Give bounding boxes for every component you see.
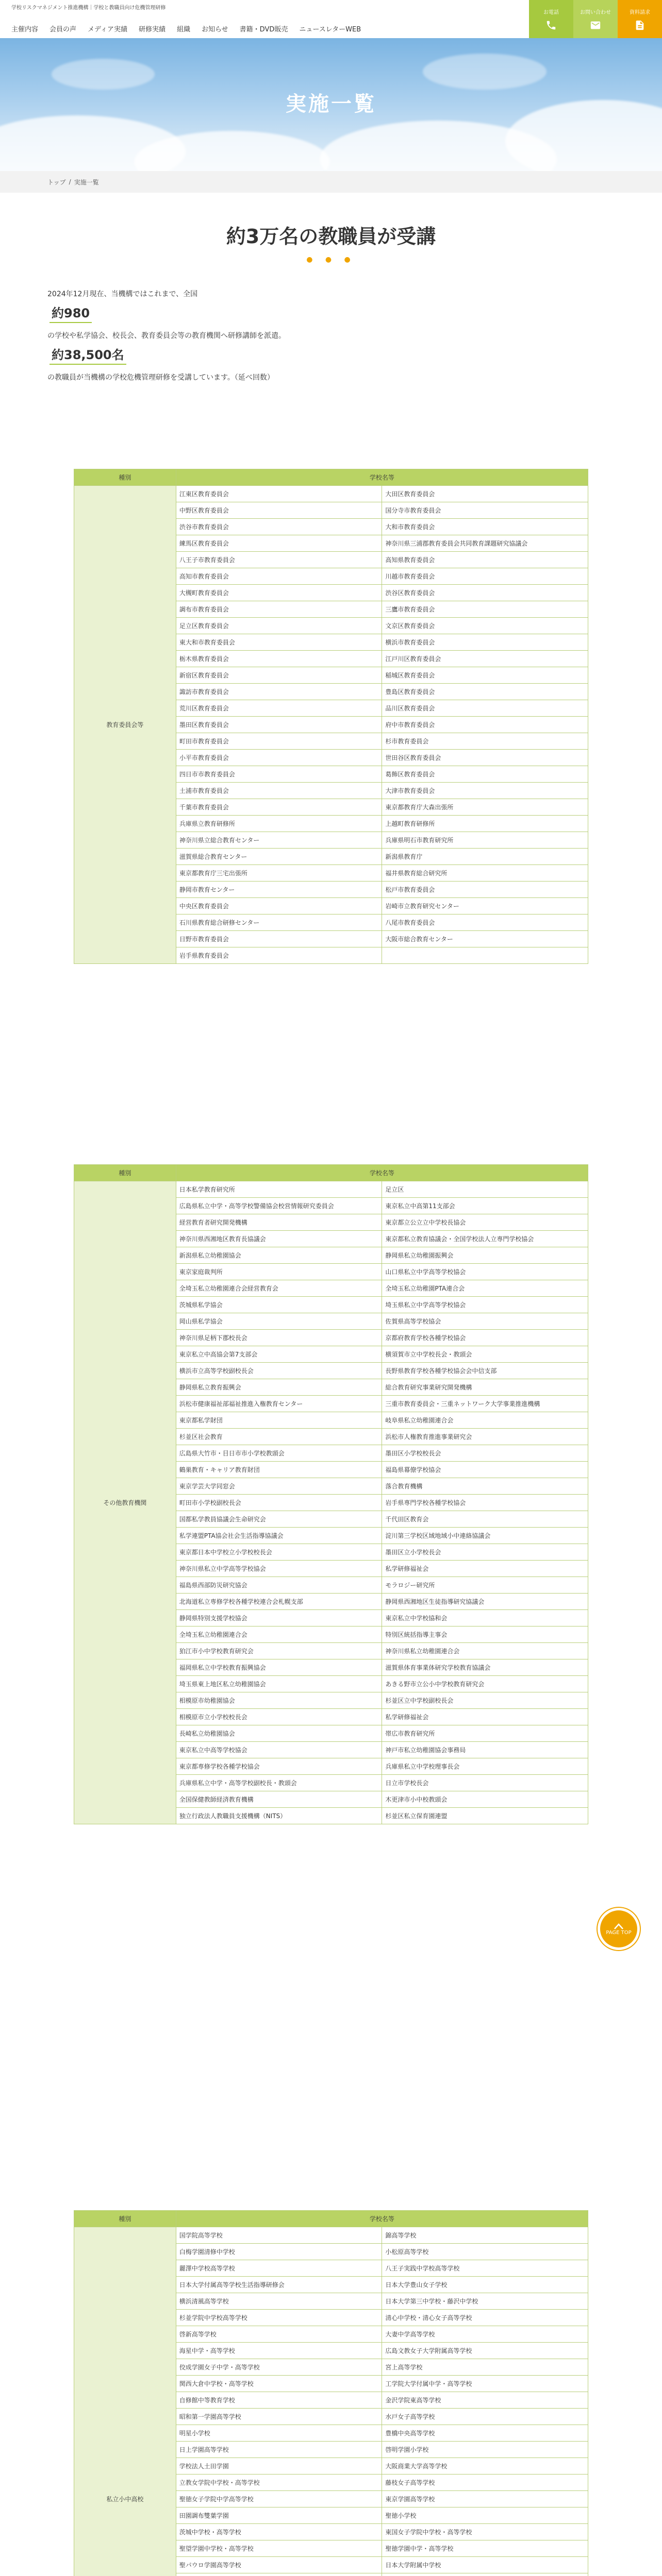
school-name-cell: 錦高等学校 — [382, 2227, 588, 2244]
school-name-cell: 佐賀県高等学校協会 — [382, 1313, 588, 1330]
heading-dots: ● ● ● — [306, 256, 356, 264]
school-name-cell: 静岡県私立幼稚園振興会 — [382, 1247, 588, 1264]
school-name-cell: 白梅学園清修中学校 — [176, 2244, 382, 2260]
intro-text — [47, 289, 615, 384]
page-top-label: PAGE TOP — [606, 1929, 632, 1936]
school-name-cell: 静岡県私立教育振興会 — [176, 1379, 382, 1396]
school-name-cell: 全埼玉私立幼稚園連合会経営教育会 — [176, 1280, 382, 1297]
school-name-cell: 東国女子学院中学校・高等学校 — [382, 2524, 588, 2540]
school-name-cell: 小松原高等学校 — [382, 2244, 588, 2260]
hero-banner — [0, 38, 662, 171]
phone-icon — [545, 20, 557, 31]
nav-item[interactable]: 研修実績 — [139, 26, 166, 33]
school-name-cell: 田園調布雙葉学園 — [176, 2507, 382, 2524]
school-name-cell: 東京家庭裁判所 — [176, 1264, 382, 1280]
school-name-cell: 啓明学園小学校 — [382, 2442, 588, 2458]
school-name-cell: 清心中学校・清心女子高等学校 — [382, 2310, 588, 2326]
school-name-cell: 兵庫県明石市教育研究所 — [382, 832, 588, 849]
school-name-cell: 千代田区教育会 — [382, 1511, 588, 1528]
school-name-cell: 杉並学院中学校高等学校 — [176, 2310, 382, 2326]
school-name-cell: 日本大学第三中学校・藤沢中学校 — [382, 2293, 588, 2310]
school-name-cell: 静岡県西湘地区生徒指導研究協議会 — [382, 1594, 588, 1610]
school-name-cell: 墨田区教育委員会 — [176, 717, 382, 733]
school-name-cell: 杉並区立中学校副校長会 — [382, 1692, 588, 1709]
category-cell: その他教育機関 — [74, 1181, 176, 1824]
school-name-cell: 三鷹市教育委員会 — [382, 601, 588, 618]
school-name-cell: 国分寺市教育委員会 — [382, 502, 588, 519]
school-name-cell: 三重市教育委員会・三重ネットワーク大学事業推進機構 — [382, 1396, 588, 1412]
school-name-cell: 全国保健教師経済教育機構 — [176, 1791, 382, 1808]
school-name-cell: 東京都私学財団 — [176, 1412, 382, 1429]
school-table — [74, 2210, 588, 2576]
document-icon — [634, 20, 646, 31]
nav-item[interactable]: 会員の声 — [49, 26, 77, 33]
school-name-cell: 中央区教育委員会 — [176, 898, 382, 914]
school-name-cell: 日立市学校長会 — [382, 1775, 588, 1791]
school-name-cell: 海星中学・高等学校 — [176, 2343, 382, 2359]
school-name-cell: 全埼玉私立幼稚園PTA連合会 — [382, 1280, 588, 1297]
school-name-cell: 独立行政法人教職員支援機構（NITS） — [176, 1808, 382, 1824]
school-name-cell: 町田市教育委員会 — [176, 733, 382, 750]
school-name-cell: 横浜市教育委員会 — [382, 634, 588, 651]
school-table — [74, 1164, 588, 1824]
table-header-names: 学校名等 — [176, 469, 588, 486]
school-name-cell: 明星小学校 — [176, 2425, 382, 2442]
school-name-cell: 静岡県特別支援学校協会 — [176, 1610, 382, 1626]
school-name-cell: 鶴巣教育・キャリア教育財団 — [176, 1462, 382, 1478]
school-name-cell: 足立区教育委員会 — [176, 618, 382, 634]
table-header-category: 種別 — [74, 2211, 176, 2227]
school-name-cell: 福岡県私立中学校教育振興協会 — [176, 1659, 382, 1676]
school-name-cell: 神奈川県私立幼稚園連合会 — [382, 1643, 588, 1659]
school-name-cell: モラロジー研究所 — [382, 1577, 588, 1594]
table-header-row — [74, 2211, 588, 2227]
school-name-cell: 東大和市教育委員会 — [176, 634, 382, 651]
nav-item[interactable]: 主催内容 — [11, 26, 39, 33]
section-heading: 約3万名の教職員が受講 — [226, 225, 436, 248]
school-name-cell: 神奈川県私立中学高等学校協会 — [176, 1561, 382, 1577]
school-name-cell: 諏訪市教育委員会 — [176, 684, 382, 700]
school-name-cell: 日野市教育委員会 — [176, 931, 382, 947]
school-name-cell: 墨田区立小学校長会 — [382, 1544, 588, 1561]
school-name-cell: 日本大学附属中学校 — [382, 2557, 588, 2573]
school-name-cell: 小平市教育委員会 — [176, 750, 382, 766]
school-name-cell: 岐阜県私立幼稚園連合会 — [382, 1412, 588, 1429]
school-name-cell: 佼成学園女子中学・高等学校 — [176, 2359, 382, 2376]
school-name-cell: 日上学園高等学校 — [176, 2442, 382, 2458]
school-name-cell: 東京都教育庁三宅出張所 — [176, 865, 382, 882]
school-name-cell: 渋谷区教育委員会 — [382, 585, 588, 601]
school-name-cell: 茨城中学校・高等学校 — [176, 2524, 382, 2540]
breadcrumb-current: 実施一覧 — [74, 178, 99, 186]
school-name-cell — [382, 947, 588, 964]
school-name-cell: 東京学園高等学校 — [382, 2491, 588, 2507]
school-name-cell: 新宿区教育委員会 — [176, 667, 382, 684]
school-name-cell: 渋谷市教育委員会 — [176, 519, 382, 535]
school-name-cell: 金沢学院東高等学校 — [382, 2392, 588, 2409]
nav-item[interactable]: 書籍・DVD販売 — [239, 26, 288, 33]
school-name-cell: 横浜市立高等学校副校長会 — [176, 1363, 382, 1379]
school-name-cell: 江東区教育委員会 — [176, 486, 382, 502]
school-name-cell: 長崎私立幼稚園協会 — [176, 1725, 382, 1742]
school-name-cell: 宮上高等学校 — [382, 2359, 588, 2376]
school-name-cell: 墨田区小学校校長会 — [382, 1445, 588, 1462]
school-name-cell: 国都私学教員協議会生命研究会 — [176, 1511, 382, 1528]
school-name-cell: 帯広市教育研究所 — [382, 1725, 588, 1742]
school-name-cell: 松戸市教育委員会 — [382, 882, 588, 898]
school-name-cell: 相模原市立小学校校長会 — [176, 1709, 382, 1725]
school-name-cell: 聖パウロ学園高等学校 — [176, 2557, 382, 2573]
school-name-cell: 私学研修福祉会 — [382, 1561, 588, 1577]
school-name-cell: 埼玉県私立中学高等学校協会 — [382, 1297, 588, 1313]
school-name-cell: 落合教育機構 — [382, 1478, 588, 1495]
school-name-cell: 杉市教育委員会 — [382, 733, 588, 750]
main-nav — [11, 24, 361, 33]
school-name-cell: 豊島区教育委員会 — [382, 684, 588, 700]
school-name-cell — [382, 2573, 588, 2576]
school-name-cell: 文京区教育委員会 — [382, 618, 588, 634]
category-cell: 私立小中高校 — [74, 2227, 176, 2576]
table-header-category: 種別 — [74, 1165, 176, 1181]
document-request-button[interactable] — [618, 0, 662, 38]
school-name-cell: 相模原市幼稚園協会 — [176, 1692, 382, 1709]
table-header-names: 学校名等 — [176, 1165, 588, 1181]
school-name-cell: 工学院大学付属中学・高等学校 — [382, 2376, 588, 2392]
school-name-cell: 石川県教育総合研修センター — [176, 914, 382, 931]
school-name-cell: 学校法人土田学園 — [176, 2458, 382, 2475]
staff-count: 約38,500名 — [49, 345, 126, 365]
school-name-cell: 東京私立中高第11支部会 — [382, 1198, 588, 1214]
school-name-cell: 日本大学豊山女子学校 — [382, 2277, 588, 2293]
school-name-cell: 東京私立中高協会第7支部会 — [176, 1346, 382, 1363]
school-name-cell: 兵庫県立教育研修所 — [176, 816, 382, 832]
school-name-cell: 横須賀市立中学校長会・教頭会 — [382, 1346, 588, 1363]
school-count: 約980 — [49, 303, 92, 323]
school-name-cell: 山口県私立中学高等学校協会 — [382, 1264, 588, 1280]
school-name-cell: 中野区教育委員会 — [176, 502, 382, 519]
school-name-cell: 私学研修福祉会 — [382, 1709, 588, 1725]
school-name-cell: 神戸市私立幼稚園協会事務局 — [382, 1742, 588, 1758]
school-name-cell: 日本大学付属高等学校生活指導研修会 — [176, 2277, 382, 2293]
school-name-cell: あきる野市立公小中学校教育研究会 — [382, 1676, 588, 1692]
school-name-cell: 広島県私立中学・高等学校警備協会校営情報研究委員会 — [176, 1198, 382, 1214]
school-name-cell: 四日市市教育委員会 — [176, 766, 382, 783]
site-header — [0, 0, 662, 38]
school-name-cell: 神奈川県西湘地区教育長協議会 — [176, 1231, 382, 1247]
school-name-cell: 東京都日本中学校立小学校校長会 — [176, 1544, 382, 1561]
school-name-cell: 岩手県専門学校各種学校協会 — [382, 1495, 588, 1511]
school-name-cell: 長野県教育学校各種学校協会会中信支部 — [382, 1363, 588, 1379]
school-name-cell: 高知市教育委員会 — [176, 568, 382, 585]
school-name-cell: 聖徳学園中学・高等学校 — [382, 2540, 588, 2557]
school-name-cell: 北海道私立専修学校各種学校連合会札幌支部 — [176, 1594, 382, 1610]
school-name-cell: 栃木県教育委員会 — [176, 651, 382, 667]
intro-line-2: の学校や私学協会、校長会、教育委員会等の教育機関へ研修講師を派遣。 — [47, 332, 286, 340]
school-name-cell: 新潟県私立幼稚園協会 — [176, 1247, 382, 1264]
nav-item[interactable]: ニュースレターWEB — [299, 26, 361, 33]
school-name-cell: 大阪商業大学高等学校 — [382, 2458, 588, 2475]
table-row — [74, 486, 588, 502]
tel-button[interactable] — [529, 0, 573, 38]
category-cell: 教育委員会等 — [74, 486, 176, 964]
school-name-cell: 岩手県教育委員会 — [176, 947, 382, 964]
school-name-cell: 杉並区社会教育 — [176, 1429, 382, 1445]
school-name-cell: 埼玉県東上地区私立幼稚園協会 — [176, 1676, 382, 1692]
school-name-cell: 私学連盟PTA協会社会生活指導協議会 — [176, 1528, 382, 1544]
school-name-cell: 川越市教育委員会 — [382, 568, 588, 585]
tel-button-label: お電話 — [543, 9, 559, 15]
school-name-cell: 静岡市教育センター — [176, 882, 382, 898]
school-name-cell: 横浜清風高等学校 — [176, 2293, 382, 2310]
school-name-cell: 聖徳女子学院中学高等学校 — [176, 2491, 382, 2507]
table-header-row — [74, 1165, 588, 1181]
school-name-cell: 大和市教育委員会 — [382, 519, 588, 535]
school-name-cell: 木更津市小中校教頭会 — [382, 1791, 588, 1808]
school-name-cell: 神奈川県足柄下郡校長会 — [176, 1330, 382, 1346]
school-name-cell: 練馬区教育委員会 — [176, 535, 382, 552]
school-name-cell: 福島県西部防災研究協会 — [176, 1577, 382, 1594]
table-header-category: 種別 — [74, 469, 176, 486]
school-name-cell: 東京学芸大学同窓会 — [176, 1478, 382, 1495]
school-table — [74, 469, 588, 964]
school-name-cell: 聖徳小学校 — [382, 2507, 588, 2524]
school-name-cell: 八尾市教育委員会 — [382, 914, 588, 931]
school-name-cell: 水戸女子高等学校 — [382, 2409, 588, 2425]
school-name-cell: 大津市教育委員会 — [382, 783, 588, 799]
chevron-up-icon — [614, 1923, 624, 1930]
school-name-cell: 千葉市教育委員会 — [176, 799, 382, 816]
school-name-cell: 啓新高等学校 — [176, 2326, 382, 2343]
school-name-cell: 立教女学院中学校・高等学校 — [176, 2475, 382, 2491]
school-name-cell: 滋賀県総合教育センター — [176, 849, 382, 865]
nav-item[interactable]: お知らせ — [202, 26, 228, 33]
school-name-cell: 大妻中学高等学校 — [382, 2326, 588, 2343]
school-name-cell: 高知県教育委員会 — [382, 552, 588, 568]
page-title: 実施一覧 — [286, 92, 376, 116]
school-name-cell: 麗澤中学校高等学校 — [176, 2260, 382, 2277]
school-name-cell: 兵庫県私立中学・高等学校副校長・教頭会 — [176, 1775, 382, 1791]
site-tagline: 学校リスクマネジメント推進機構｜学校と教職員向け危機管理研修 — [11, 5, 166, 11]
school-name-cell: 浜松市人権教育推進事業研究会 — [382, 1429, 588, 1445]
intro-line-3: の教職員が当機構の学校危機管理研修を受講しています。（延べ回数） — [47, 374, 274, 382]
school-name-cell: 東京私立中高等学校協会 — [176, 1742, 382, 1758]
school-name-cell: 岩崎市立教育研究センター — [382, 898, 588, 914]
breadcrumb-home[interactable]: トップ — [47, 178, 66, 186]
school-name-cell: 上越町教育研修所 — [382, 816, 588, 832]
school-name-cell: 岡山県私学協会 — [176, 1313, 382, 1330]
school-name-cell: 新潟県教育庁 — [382, 849, 588, 865]
school-name-cell: 江戸川区教育委員会 — [382, 651, 588, 667]
school-name-cell: 品川区教育委員会 — [382, 700, 588, 717]
school-name-cell: 滋賀県体育事業体研究学校教育協議会 — [382, 1659, 588, 1676]
school-name-cell: 稲城区教育委員会 — [382, 667, 588, 684]
school-name-cell: 福島県幕僚学校協会 — [382, 1462, 588, 1478]
school-name-cell: 大田区教育委員会 — [382, 486, 588, 502]
intro-line-1: 2024年12月現在、当機構ではこれまで、全国 — [47, 290, 198, 298]
nav-item[interactable]: 組織 — [177, 26, 191, 33]
school-name-cell: 兵庫県私立中学校理事長会 — [382, 1758, 588, 1775]
school-name-cell: 大阪市総合教育センター — [382, 931, 588, 947]
school-name-cell: 世田谷区教育委員会 — [382, 750, 588, 766]
school-name-cell: 町田市小学校副校長会 — [176, 1495, 382, 1511]
nav-item[interactable]: メディア実績 — [88, 26, 127, 33]
school-name-cell: 神奈川県立総合教育センター — [176, 832, 382, 849]
document-request-label: 資料請求 — [630, 9, 650, 15]
school-name-cell: 浜松市健康福祉部福祉推進入権教育センター — [176, 1396, 382, 1412]
school-name-cell: 府中市教育委員会 — [382, 717, 588, 733]
school-name-cell: 自修館中等教育学校 — [176, 2392, 382, 2409]
table-row — [74, 1181, 588, 1198]
school-name-cell: 豊橋中央高等学校 — [382, 2425, 588, 2442]
school-name-cell: 八王子実践中学校高等学校 — [382, 2260, 588, 2277]
school-name-cell: 京都府教育学校各種学校協会 — [382, 1330, 588, 1346]
table-header-row — [74, 469, 588, 486]
school-name-cell — [176, 2573, 382, 2576]
school-name-cell: 茨城県私学協会 — [176, 1297, 382, 1313]
school-name-cell: 杉並区私立保育園連盟 — [382, 1808, 588, 1824]
contact-button[interactable] — [573, 0, 618, 38]
table-row — [74, 2227, 588, 2244]
school-name-cell: 東京都教育庁大森出張所 — [382, 799, 588, 816]
school-name-cell: 淀川第三学校区域地域小中連絡協議会 — [382, 1528, 588, 1544]
school-name-cell: 狛江市小中学校教育研究会 — [176, 1643, 382, 1659]
school-name-cell: 調布市教育委員会 — [176, 601, 382, 618]
school-name-cell: 土浦市教育委員会 — [176, 783, 382, 799]
school-name-cell: 全埼玉私立幼稚園連合会 — [176, 1626, 382, 1643]
school-name-cell: 東京都立公立立中学校長協会 — [382, 1214, 588, 1231]
school-name-cell: 東京都私立教育協議会・全国学校法人立専門学校協会 — [382, 1231, 588, 1247]
school-name-cell: 藤枝女子高等学校 — [382, 2475, 588, 2491]
school-name-cell: 大槻町教育委員会 — [176, 585, 382, 601]
school-name-cell: 特別区統括指導主事会 — [382, 1626, 588, 1643]
school-name-cell: 足立区 — [382, 1181, 588, 1198]
school-name-cell: 福井県教育総合研究所 — [382, 865, 588, 882]
school-name-cell: 東京私立中学校協和会 — [382, 1610, 588, 1626]
school-name-cell: 広島県大竹市・目日市市小学校教頭会 — [176, 1445, 382, 1462]
contact-button-label: お問い合わせ — [580, 9, 611, 15]
school-name-cell: 葛飾区教育委員会 — [382, 766, 588, 783]
school-name-cell: 広島文教女子大学附属高等学校 — [382, 2343, 588, 2359]
table-header-names: 学校名等 — [176, 2211, 588, 2227]
school-name-cell: 昭和第一学園高等学校 — [176, 2409, 382, 2425]
school-name-cell: 総合教育研究事業研究開発機構 — [382, 1379, 588, 1396]
school-name-cell: 関西大倉中学校・高等学校 — [176, 2376, 382, 2392]
school-name-cell: 国学院高等学校 — [176, 2227, 382, 2244]
school-name-cell: 荒川区教育委員会 — [176, 700, 382, 717]
school-name-cell: 日本私学教育研究所 — [176, 1181, 382, 1198]
school-name-cell: 神奈川県三浦郡教育委員会共同教育課題研究協議会 — [382, 535, 588, 552]
page-top-button[interactable] — [600, 1910, 637, 1947]
breadcrumb-separator: / — [69, 178, 71, 185]
school-name-cell: 聖望学園中学校・高等学校 — [176, 2540, 382, 2557]
breadcrumb — [0, 171, 662, 193]
school-name-cell: 東京都専修学校各種学校協会 — [176, 1758, 382, 1775]
school-name-cell: 八王子市教育委員会 — [176, 552, 382, 568]
mail-icon — [590, 20, 601, 31]
school-name-cell: 経営教育者研究開発機構 — [176, 1214, 382, 1231]
